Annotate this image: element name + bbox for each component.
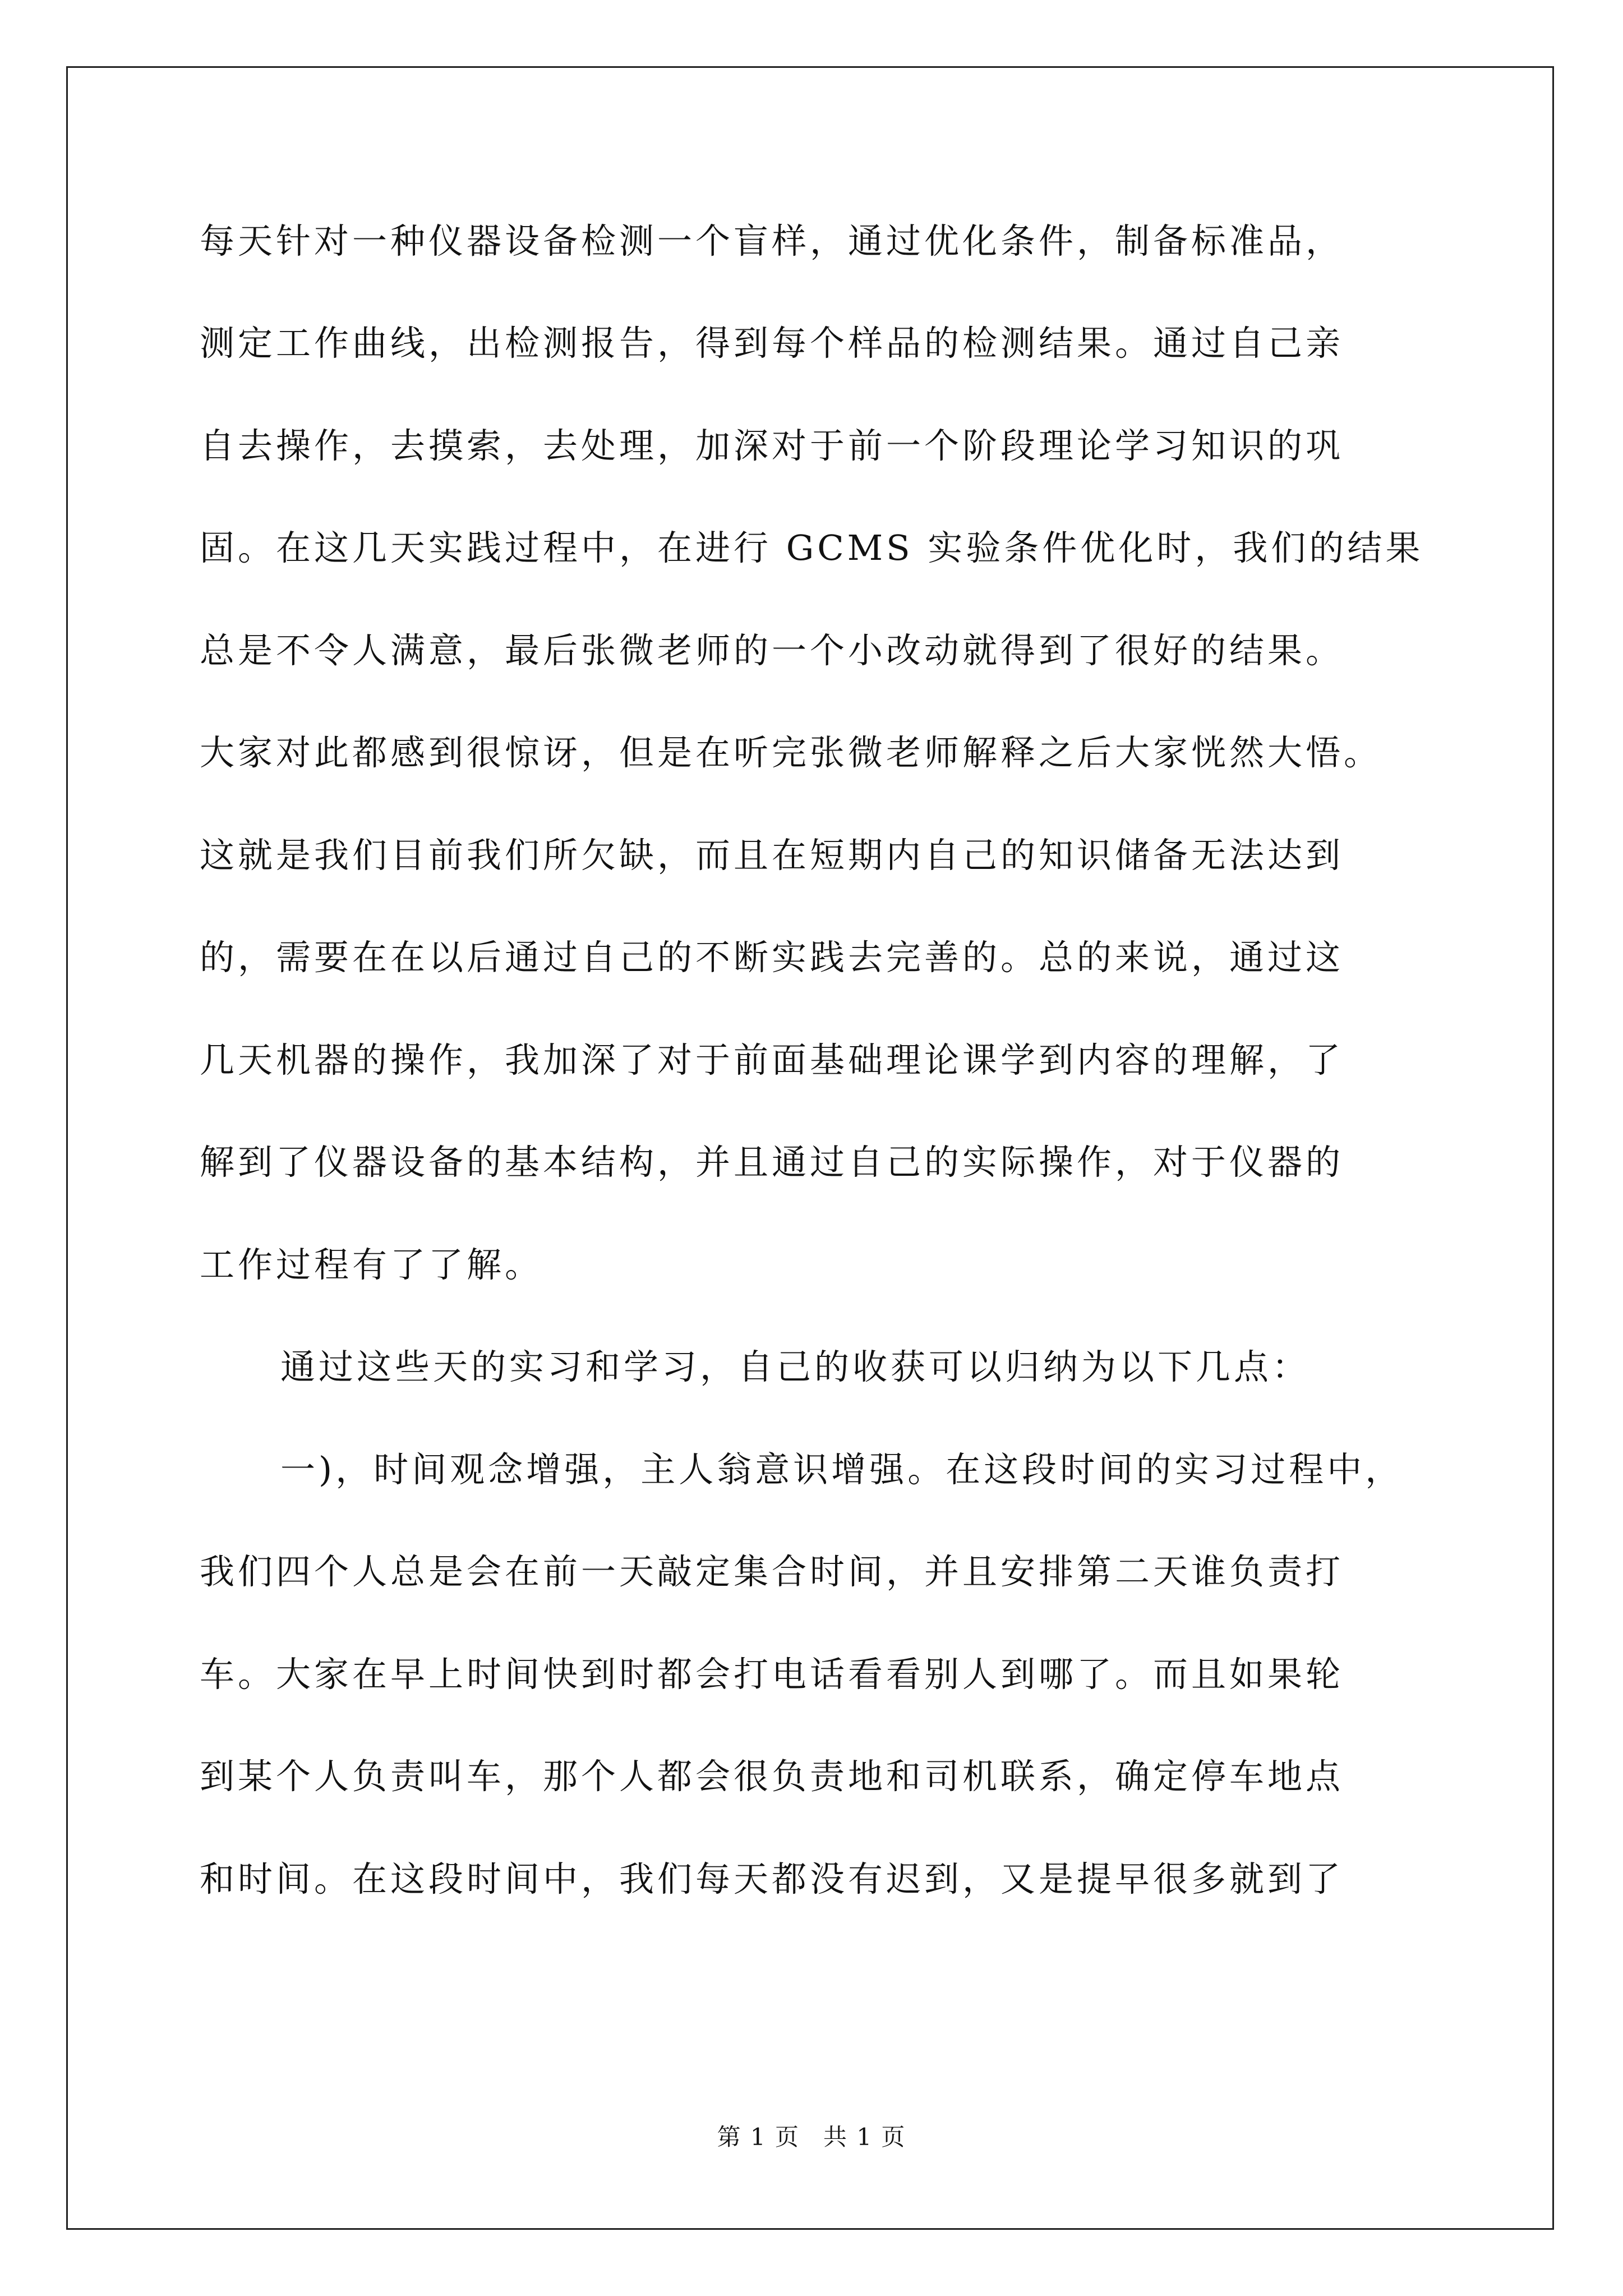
text-line: 的，需要在在以后通过自己的不断实践去完善的。总的来说，通过这 xyxy=(200,937,1344,978)
text-line: 我们四个人总是会在前一天敲定集合时间，并且安排第二天谁负责打 xyxy=(200,1551,1344,1592)
text-line: 和时间。在这段时间中，我们每天都没有迟到，又是提早很多就到了 xyxy=(200,1858,1344,1899)
text-line: 解到了仪器设备的基本结构，并且通过自己的实际操作，对于仪器的 xyxy=(200,1142,1344,1182)
page-number: 第 1 页 xyxy=(717,2123,800,2151)
text-line: 每天针对一种仪器设备检测一个盲样，通过优化条件，制备标准品， xyxy=(200,220,1344,261)
text-line: 通过这些天的实习和学习，自己的收获可以归纳为以下几点： xyxy=(280,1346,1311,1387)
text-line: 这就是我们目前我们所欠缺，而且在短期内自己的知识储备无法达到 xyxy=(200,835,1344,876)
text-line: 一)，时间观念增强，主人翁意识增强。在这段时间的实习过程中， xyxy=(280,1449,1404,1490)
text-line: 到某个人负责叫车，那个人都会很负责地和司机联系，确定停车地点 xyxy=(200,1756,1344,1797)
text-line: 大家对此都感到很惊讶，但是在听完张微老师解释之后大家恍然大悟。 xyxy=(200,732,1382,773)
text-line: 工作过程有了了解。 xyxy=(200,1244,543,1285)
text-line: 固。在这几天实践过程中，在进行 GCMS 实验条件优化时，我们的结果 xyxy=(200,527,1424,568)
text-line: 测定工作曲线，出检测报告，得到每个样品的检测结果。通过自己亲 xyxy=(200,323,1344,364)
page-footer xyxy=(0,2120,1623,2154)
text-line: 几天机器的操作，我加深了对于前面基础理论课学到内容的理解，了 xyxy=(200,1039,1344,1080)
text-line: 总是不令人满意，最后张微老师的一个小改动就得到了很好的结果。 xyxy=(200,630,1344,671)
page-total: 共 1 页 xyxy=(823,2123,906,2151)
text-line: 自去操作，去摸索，去处理，加深对于前一个阶段理论学习知识的巩 xyxy=(200,425,1344,466)
text-line: 车。大家在早上时间快到时都会打电话看看别人到哪了。而且如果轮 xyxy=(200,1654,1344,1695)
